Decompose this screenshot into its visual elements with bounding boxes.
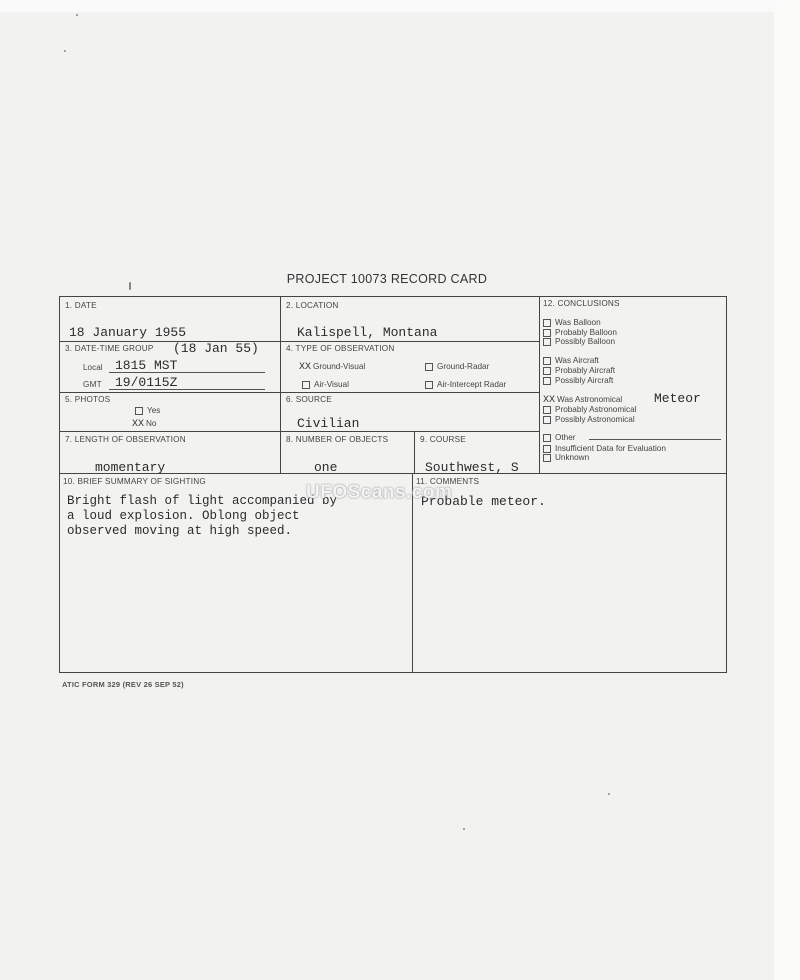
conclusion-text: Probably Balloon (555, 328, 617, 337)
ground-visual-text: Ground-Visual (313, 362, 366, 371)
conclusion-text: Probably Astronomical (555, 405, 637, 414)
conclusion-option (543, 366, 615, 375)
summary-line: Bright flash of light accompanied by (67, 494, 338, 508)
conclusion-text: Probably Aircraft (555, 366, 616, 375)
length-value: momentary (95, 460, 166, 475)
card-border-bottom (59, 672, 727, 673)
comments-label: 11. COMMENTS (416, 477, 480, 486)
source-value: Civilian (297, 416, 360, 431)
summary-line: observed moving at high speed. (67, 524, 293, 538)
ground-radar-text: Ground-Radar (437, 362, 490, 371)
number-of-objects-label: 8. NUMBER OF OBJECTS (286, 435, 389, 444)
form-id: ATIC FORM 329 (REV 26 SEP 52) (62, 680, 184, 689)
card-title: PROJECT 10073 RECORD CARD (286, 272, 488, 286)
checkbox-icon (543, 434, 551, 442)
gmt-label: GMT (83, 380, 102, 389)
conclusion-option (543, 337, 615, 346)
course-value: Southwest, S (425, 460, 519, 475)
conclusion-option (543, 405, 636, 414)
checkbox-icon (543, 329, 551, 337)
checkbox-icon (135, 407, 143, 415)
page-right-edge (774, 0, 800, 980)
date-label: 1. DATE (65, 301, 97, 310)
conclusion-text: Insufficient Data for Evaluation (555, 444, 666, 453)
checkbox-icon (543, 454, 551, 462)
watermark: UFOScans.com (306, 482, 453, 503)
page-top-edge (0, 0, 800, 12)
conclusion-option (543, 433, 575, 442)
divider-row2 (59, 392, 539, 393)
course-label: 9. COURSE (420, 435, 466, 444)
checkbox-icon (543, 416, 551, 424)
length-label: 7. LENGTH OF OBSERVATION (65, 435, 186, 444)
conclusion-text: Unknown (555, 453, 590, 462)
conclusion-text: Was Balloon (555, 318, 601, 327)
conclusion-text: Possibly Aircraft (555, 376, 614, 385)
checked-mark-icon: XX (299, 362, 312, 373)
scan-speck (608, 793, 610, 795)
card-border-left (59, 296, 60, 673)
number-of-objects-value: one (314, 460, 338, 475)
summary-label: 10. BRIEF SUMMARY OF SIGHTING (63, 477, 206, 486)
photos-label: 5. PHOTOS (65, 395, 111, 404)
summary-line: a loud explosion. Oblong object (67, 509, 300, 523)
conclusions-label: 12. CONCLUSIONS (543, 299, 620, 308)
source-label: 6. SOURCE (286, 395, 332, 404)
conclusion-option (543, 415, 635, 424)
air-visual-text: Air-Visual (314, 380, 349, 389)
type-of-observation-label: 4. TYPE OF OBSERVATION (286, 344, 395, 353)
checkbox-icon (302, 381, 310, 389)
checked-mark-icon: XX (543, 395, 556, 406)
comments-value: Probable meteor. (421, 494, 546, 509)
conclusion-text: Possibly Astronomical (555, 415, 635, 424)
scan-speck (76, 14, 78, 16)
conclusion-text: Other (555, 433, 576, 442)
divider-conclusions (539, 296, 540, 473)
datetime-date-note: (18 Jan 55) (173, 341, 259, 356)
checkbox-icon (543, 319, 551, 327)
checkbox-icon (425, 381, 433, 389)
conclusion-option (543, 376, 613, 385)
conclusion-option (543, 356, 599, 365)
divider-row3 (59, 431, 539, 432)
conclusion-text: Was Aircraft (555, 356, 599, 365)
local-time-label: Local (83, 363, 103, 372)
photos-no-option (132, 419, 156, 430)
conclusion-option (543, 318, 601, 327)
location-label: 2. LOCATION (286, 301, 339, 310)
card-border-top (59, 296, 727, 297)
card-border-right (726, 296, 727, 673)
checkbox-icon (543, 377, 551, 385)
checkbox-icon (543, 406, 551, 414)
location-value: Kalispell, Montana (297, 325, 438, 340)
divider-date-location (280, 296, 281, 473)
air-intercept-radar-text: Air-Intercept Radar (437, 380, 507, 389)
datetime-label: 3. DATE-TIME GROUP (65, 344, 154, 353)
gmt-value: 19/0115Z (115, 375, 178, 390)
local-time-value: 1815 MST (115, 358, 178, 373)
photos-yes-text: Yes (147, 406, 161, 415)
conclusion-option (543, 328, 617, 337)
conclusion-option (543, 453, 589, 462)
checkbox-icon (543, 357, 551, 365)
ground-radar-option (425, 362, 489, 371)
photos-no-text: No (146, 419, 157, 428)
divider-objects-course (414, 431, 415, 473)
conclusion-text: Possibly Balloon (555, 337, 616, 346)
divider-row1 (59, 341, 539, 342)
air-visual-option (302, 380, 349, 389)
scan-speck (463, 828, 465, 830)
checkbox-icon (543, 445, 551, 453)
checked-mark-icon: XX (132, 419, 145, 430)
photos-yes-option (135, 406, 160, 415)
checkbox-icon (543, 367, 551, 375)
other-field (589, 431, 721, 440)
checkbox-icon (425, 363, 433, 371)
conclusion-option (543, 444, 666, 453)
conclusion-text: Was Astronomical (557, 395, 623, 404)
air-intercept-radar-option (425, 380, 506, 389)
ground-visual-option (299, 362, 365, 373)
scan-speck (64, 50, 66, 52)
checkbox-icon (543, 338, 551, 346)
date-value: 18 January 1955 (69, 325, 187, 340)
astronomical-note: Meteor (654, 391, 701, 406)
